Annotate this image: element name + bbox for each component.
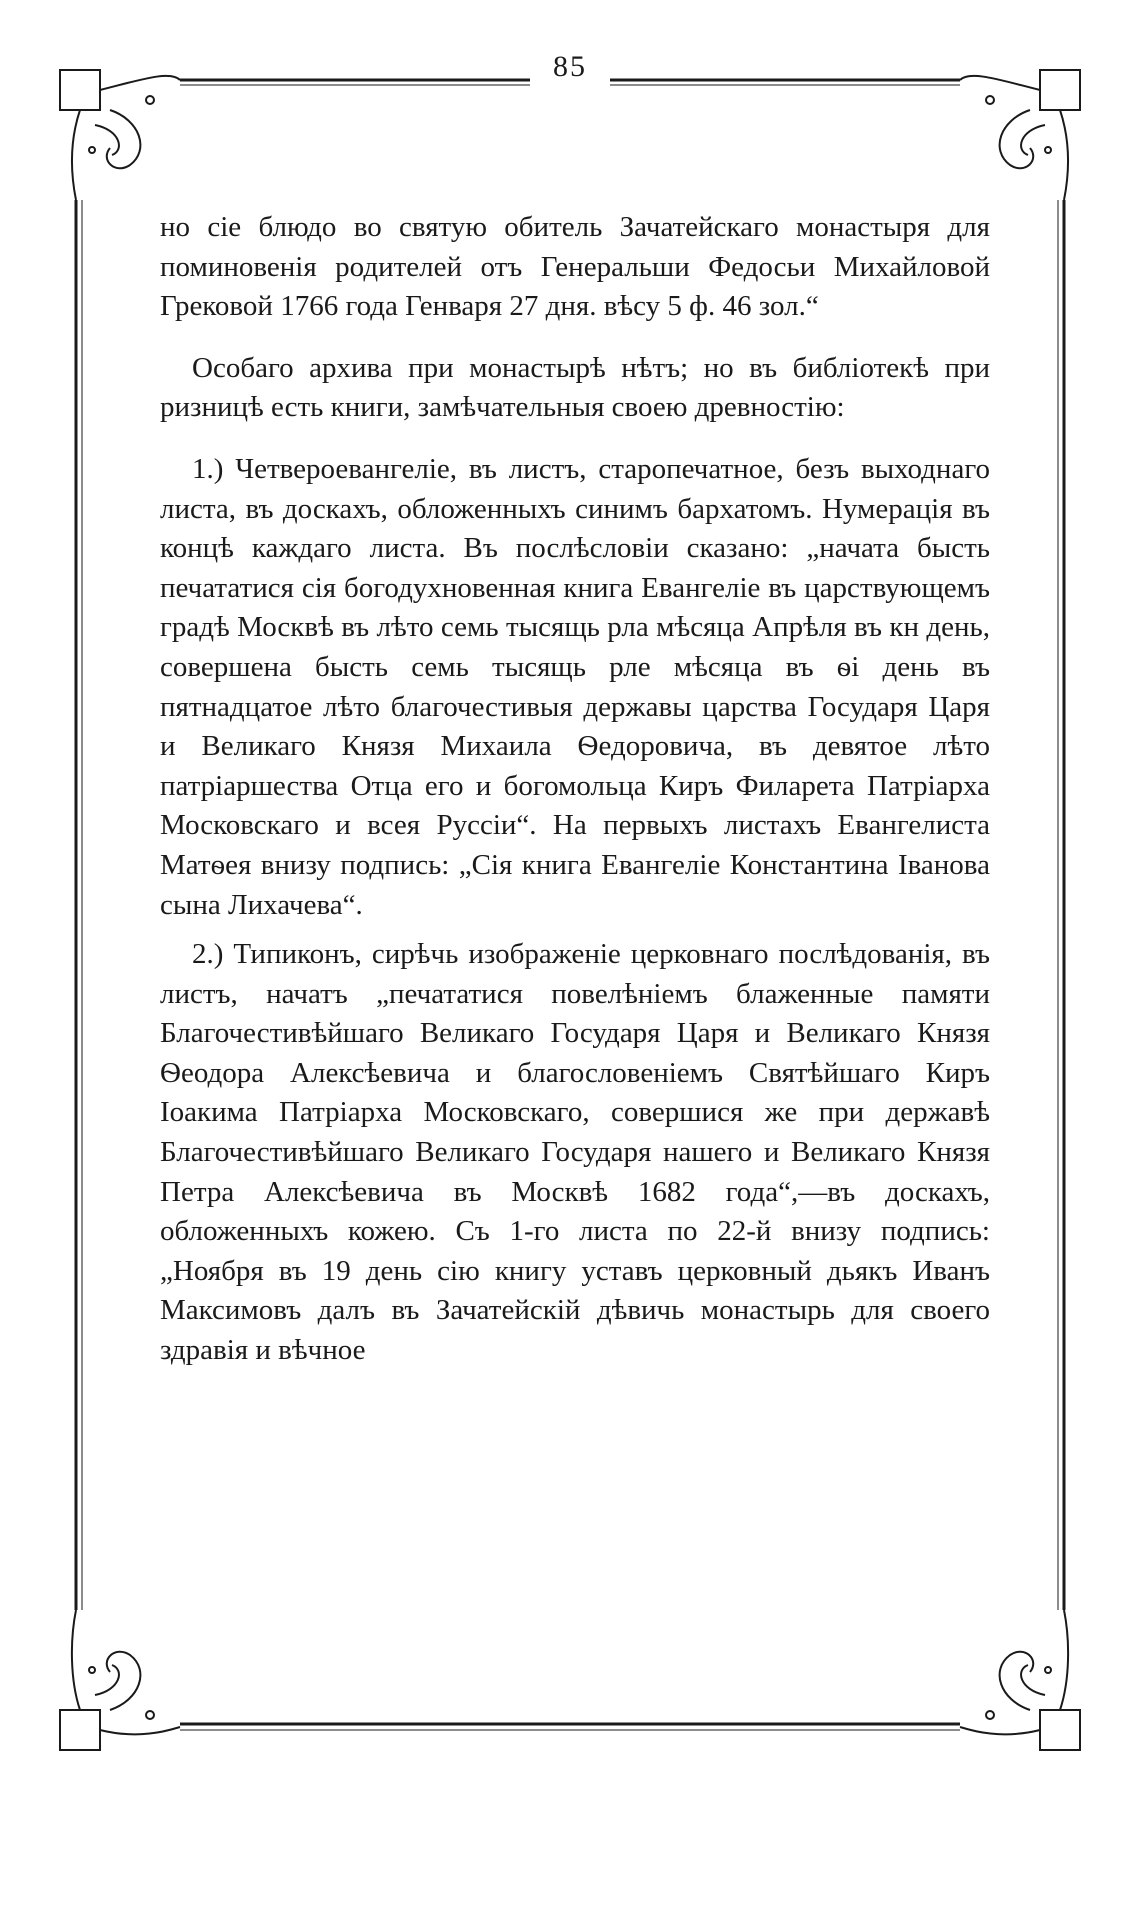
page-number [0, 52, 1140, 82]
body-text [160, 208, 990, 1371]
paragraph-2: Особаго архива при монастырѣ нѣтъ; но въ библіотекѣ при ризницѣ есть книги, замѣчательныя своею древностію: [160, 351, 990, 424]
page-number-text: 85 [539, 50, 601, 83]
corner-ornament-top-left [60, 70, 180, 200]
corner-ornament-bottom-right [960, 1610, 1080, 1750]
corner-ornament-top-right [960, 70, 1080, 200]
paragraph-4: 2.) Типиконъ, сирѣчь изображеніе церковнаго послѣдованія, въ листъ, начатъ „печататися повелѣніемъ блаженные памяти Благочестивѣйшаго Великаго Государя Царя и Великаго Князя Ѳеодора Алексѣевича и благословеніемъ Святѣйшаго Киръ Іоакима Патріарха Московскаго, совершися же при державѣ Благочестивѣйшаго Великаго Государя нашего и Великаго Князя Петра Алексѣевича въ Москвѣ 1682 года“,—въ доскахъ, обложенныхъ кожею. Съ 1-го листа по 22-й внизу подпись: „Ноября въ 19 день сію книгу уставъ церковный дьякъ Иванъ Максимовъ далъ въ Зачатейскій дѣвичь монастырь для своего здравія и вѣчное [160, 938, 990, 1367]
corner-ornament-bottom-left [60, 1610, 180, 1750]
paragraph-1: но сіе блюдо во святую обитель Зачатейскаго монастыря для поминовенія родителей отъ Генеральши Федосьи Михайловой Грековой 1766 года Генваря 27 дня. вѣсу 5 ф. 46 зол.“ [160, 211, 990, 323]
paragraph-3: 1.) Четвероевангеліе, въ листъ, старопечатное, безъ выходнаго листа, въ доскахъ, обложенныхъ синимъ бархатомъ. Нумерація въ концѣ каждаго листа. Въ послѣсловіи сказано: „начата бысть печататися сія богодухновенная книга Евангеліе въ царствующемъ градѣ Москвѣ въ лѣто семь тысящь рла мѣсяца Апрѣля въ кн день, совершена бысть семь тысящь рле мѣсяца въ ѳі день въ пятнадцатое лѣто благочестивыя державы царства Государя Царя и Великаго Князя Михаила Ѳедоровича, въ девятое лѣто патріаршества Отца его и богомольца Киръ Филарета Патріарха Московскаго и всея Руссіи“. На первыхъ листахъ Евангелиста Матѳея внизу подпись: „Сія книга Евангеліе Константина Іванова сына Лихачева“. [160, 452, 990, 921]
